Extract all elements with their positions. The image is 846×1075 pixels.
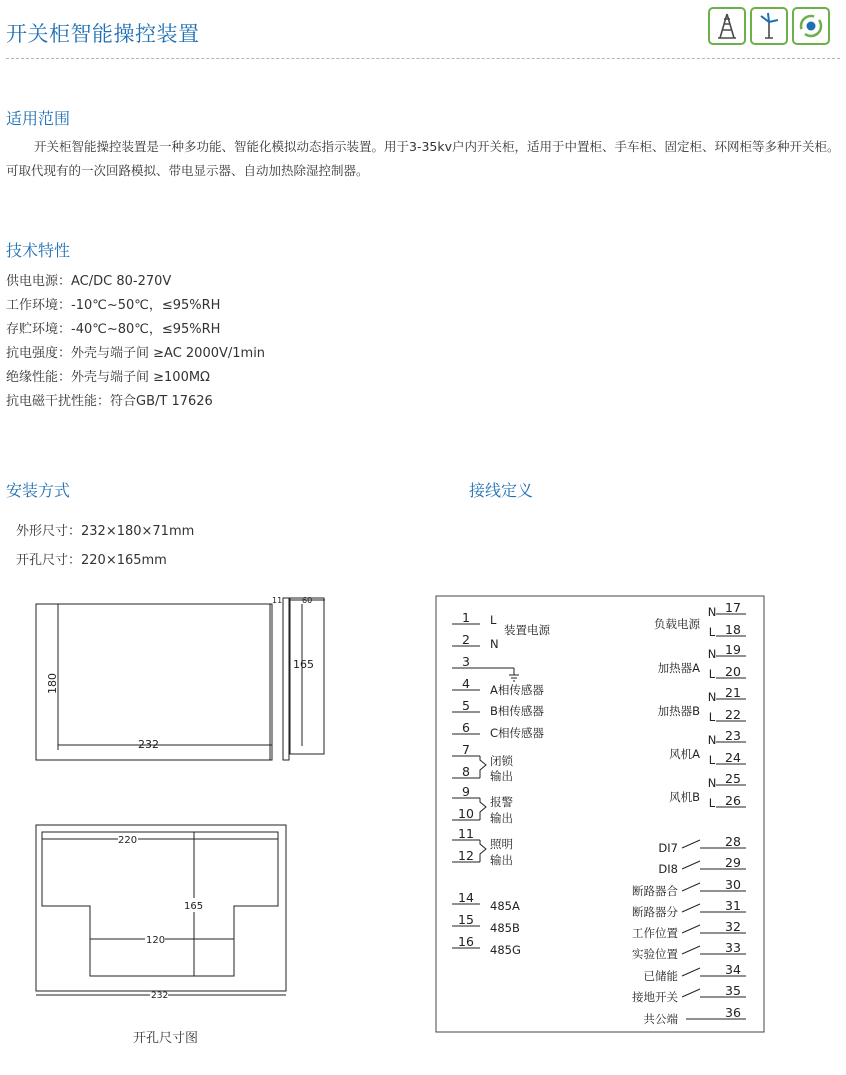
label-fan-b: 风机B [669, 790, 700, 804]
scope-heading: 适用范围 [6, 109, 71, 128]
label-heater-b: 加热器B [657, 704, 700, 718]
label-light: 照明 [490, 837, 513, 851]
spec-dielectric: 抗电强度：外壳与端子间 ≥AC 2000V/1min [6, 346, 266, 361]
label-485a: 485A [490, 899, 520, 913]
terminal-26: 26 [725, 793, 741, 808]
label-test-position: 实验位置 [632, 947, 678, 961]
label-L-heaterB: L [708, 710, 716, 724]
spec-work-env: 工作环境：-10℃~50℃，≤95%RH [6, 298, 221, 313]
label-N-power: N [490, 637, 499, 651]
terminal-17: 17 [725, 600, 741, 615]
label-N-fanA: N [707, 733, 717, 747]
terminal-18: 18 [725, 622, 741, 637]
label-work-position: 工作位置 [632, 926, 678, 940]
dim-60: 60 [302, 596, 313, 605]
terminal-14: 14 [458, 890, 474, 905]
label-di8: DI8 [658, 862, 678, 876]
label-L-fanB: L [708, 796, 716, 810]
oil-derrick-icon [708, 7, 746, 45]
label-common: 共公端 [643, 1012, 678, 1026]
dim-232-cut: 232 [151, 991, 169, 1001]
terminal-19: 19 [725, 642, 741, 657]
terminal-1: 1 [462, 610, 470, 625]
terminal-3: 3 [462, 654, 470, 669]
label-load-power: 负载电源 [654, 617, 700, 631]
label-di7: DI7 [658, 841, 678, 855]
terminal-21: 21 [725, 685, 741, 700]
terminal-34: 34 [725, 962, 741, 977]
label-breaker-close: 断路器合 [632, 884, 678, 898]
spec-insulation: 绝缘性能：外壳与端子间 ≥100MΩ [6, 370, 210, 385]
label-alarm-out: 输出 [490, 811, 513, 825]
terminal-16: 16 [458, 934, 474, 949]
terminal-5: 5 [462, 698, 470, 713]
dim-165-side: 165 [293, 658, 314, 671]
dim-165-cut: 165 [184, 901, 204, 912]
install-heading: 安装方式 [6, 481, 71, 500]
terminal-15: 15 [458, 912, 474, 927]
dim-180: 180 [46, 673, 59, 694]
terminal-20: 20 [725, 664, 741, 679]
dim-220: 220 [118, 835, 138, 846]
terminal-6: 6 [462, 720, 470, 735]
label-device-power: 装置电源 [504, 623, 550, 637]
label-breaker-open: 断路器分 [632, 905, 678, 919]
label-L-load: L [708, 625, 716, 639]
terminal-31: 31 [725, 898, 741, 913]
label-sensor-c: C相传感器 [490, 726, 545, 740]
front-view-drawing [0, 590, 420, 790]
terminal-4: 4 [462, 676, 470, 691]
cutout-size: 开孔尺寸：220×165mm [16, 553, 167, 568]
spec-emc: 抗电磁干扰性能：符合GB/T 17626 [6, 394, 213, 409]
label-N-heaterA: N [707, 647, 717, 661]
label-N-heaterB: N [707, 690, 717, 704]
terminal-25: 25 [725, 771, 741, 786]
spec-storage-env: 存贮环境：-40℃~80℃，≤95%RH [6, 322, 221, 337]
scope-paragraph: 开关柜智能操控装置是一种多功能、智能化模拟动态指示装置。用于3-35kv户内开关柜，适用于中置柜、手车柜、固定柜、环网柜等多种开关柜。可取代现有的一次回路模拟、带电显示器、自动加热除湿控制器。 [6, 139, 840, 178]
label-L-power: L [490, 613, 497, 627]
header-divider [6, 58, 840, 59]
terminal-9: 9 [462, 784, 470, 799]
dim-232: 232 [138, 738, 159, 751]
label-L-heaterA: L [708, 667, 716, 681]
label-sensor-a: A相传感器 [490, 683, 544, 697]
label-heater-a: 加热器A [657, 661, 700, 675]
label-energy-stored: 已储能 [643, 969, 678, 983]
terminal-11: 11 [458, 826, 474, 841]
label-485g: 485G [490, 943, 521, 957]
tech-heading: 技术特性 [6, 241, 71, 260]
terminal-30: 30 [725, 877, 741, 892]
dim-11: 11 [272, 596, 283, 605]
terminal-28: 28 [725, 834, 741, 849]
wiring-diagram [430, 590, 775, 1040]
terminal-32: 32 [725, 919, 741, 934]
terminal-33: 33 [725, 940, 741, 955]
label-N-fanB: N [707, 776, 717, 790]
recycle-energy-icon [792, 7, 830, 45]
label-lock: 闭锁 [490, 754, 513, 768]
label-N-load: N [707, 605, 717, 619]
label-fan-a: 风机A [669, 747, 700, 761]
label-485b: 485B [490, 921, 520, 935]
terminal-8: 8 [462, 764, 470, 779]
terminal-29: 29 [725, 855, 741, 870]
label-light-out: 输出 [490, 853, 513, 867]
page-title: 开关柜智能操控装置 [6, 22, 200, 46]
cutout-drawing [0, 820, 420, 1010]
terminal-22: 22 [725, 707, 741, 722]
label-earth-switch: 接地开关 [632, 990, 678, 1004]
wiring-heading: 接线定义 [469, 481, 534, 500]
label-sensor-b: B相传感器 [490, 704, 544, 718]
cutout-caption: 开孔尺寸图 [133, 1031, 199, 1046]
label-L-fanA: L [708, 753, 716, 767]
header-icons [708, 7, 830, 45]
wind-turbine-icon [750, 7, 788, 45]
spec-power: 供电电源：AC/DC 80-270V [6, 274, 172, 289]
terminal-7: 7 [462, 742, 470, 757]
terminal-23: 23 [725, 728, 741, 743]
label-alarm: 报警 [490, 795, 513, 809]
terminal-36: 36 [725, 1005, 741, 1020]
terminal-24: 24 [725, 750, 741, 765]
label-lock-out: 输出 [490, 769, 513, 783]
dim-120: 120 [146, 935, 166, 946]
terminal-12: 12 [458, 848, 474, 863]
terminal-35: 35 [725, 983, 741, 998]
terminal-10: 10 [458, 806, 474, 821]
outer-size: 外形尺寸：232×180×71mm [16, 524, 195, 539]
terminal-2: 2 [462, 632, 470, 647]
